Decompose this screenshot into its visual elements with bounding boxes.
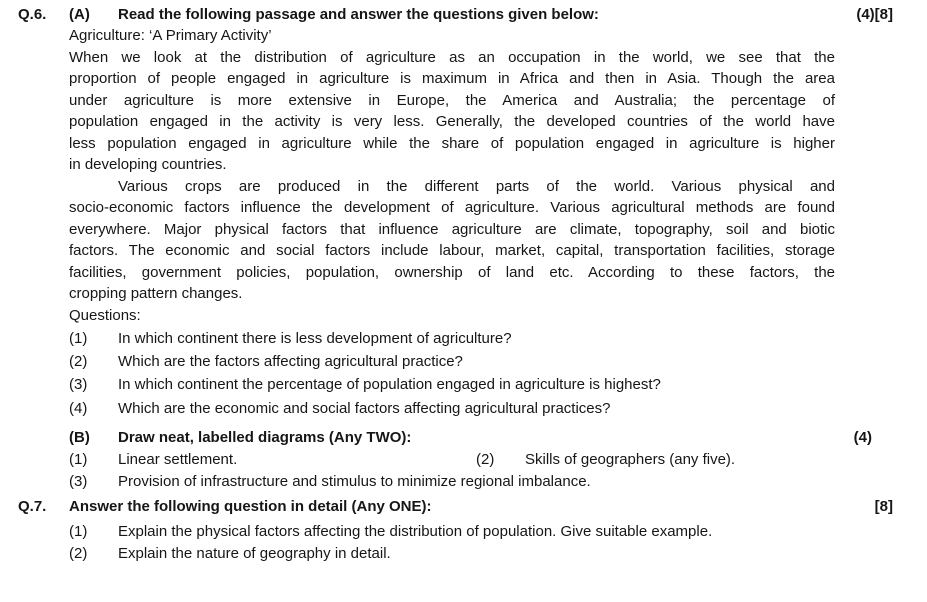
question-text: Which are the factors affecting agricultural practice? [118,353,463,370]
questions-heading: Questions: [69,307,141,324]
passage-line: cropping pattern changes. [69,285,243,302]
marks: (4)[8] [856,6,893,23]
marks: (4) [853,429,872,446]
item-num: (2) [476,451,495,468]
question-instruction: Answer the following question in detail (Any ONE): [69,498,432,515]
passage-line: factors. The economic and social factors include labour, market, capital, transportation facilities, storage [69,242,835,259]
item-text: Skills of geographers (any five). [525,451,736,468]
question-num: (1) [69,330,88,347]
passage-line: under agriculture is more extensive in Europe, the America and Australia; the percentage of [69,92,835,109]
question-text: In which continent there is less development of agriculture? [118,330,512,347]
item-num: (2) [69,545,88,562]
passage-line: population engaged in the activity is very less. Generally, the developed countries of the world have [69,113,835,130]
passage-line: in developing countries. [69,156,227,173]
passage-line: Various crops are produced in the different parts of the world. Various physical and [118,178,835,195]
question-text: Which are the economic and social factors affecting agricultural practices? [118,400,611,417]
passage-line: proportion of people engaged in agriculture is maximum in Africa and then in Asia. Though the area [69,70,835,87]
passage-line: facilities, government policies, population, ownership of land etc. According to these factors, the [69,264,835,281]
item-text: Explain the nature of geography in detail. [118,545,391,562]
passage-line: When we look at the distribution of agriculture as an occupation in the world, we see that the [69,49,835,66]
question-num: (3) [69,376,88,393]
item-text: Explain the physical factors affecting the distribution of population. Give suitable example. [118,523,713,540]
part-instruction: Read the following passage and answer the questions given below: [118,6,599,23]
item-text: Provision of infrastructure and stimulus to minimize regional imbalance. [118,473,591,490]
passage-line: everywhere. Major physical factors that influence agriculture are climate, topography, soil and biotic [69,221,835,238]
item-num: (1) [69,523,88,540]
question-num: (2) [69,353,88,370]
question-number: Q.7. [18,498,47,515]
question-text: In which continent the percentage of population engaged in agriculture is highest? [118,376,661,393]
question-number: Q.6. [18,6,47,23]
part-label: (A) [69,6,90,23]
passage-line: less population engaged in agriculture while the share of population engaged in agriculture is higher [69,135,835,152]
passage-line: socio-economic factors influence the development of agriculture. Various agricultural methods are found [69,199,835,216]
part-instruction: Draw neat, labelled diagrams (Any TWO): [118,429,412,446]
item-num: (1) [69,451,88,468]
question-num: (4) [69,400,88,417]
item-text: Linear settlement. [118,451,238,468]
passage-title: Agriculture: ‘A Primary Activity’ [69,27,272,44]
marks: [8] [874,498,893,515]
item-num: (3) [69,473,88,490]
part-label: (B) [69,429,90,446]
